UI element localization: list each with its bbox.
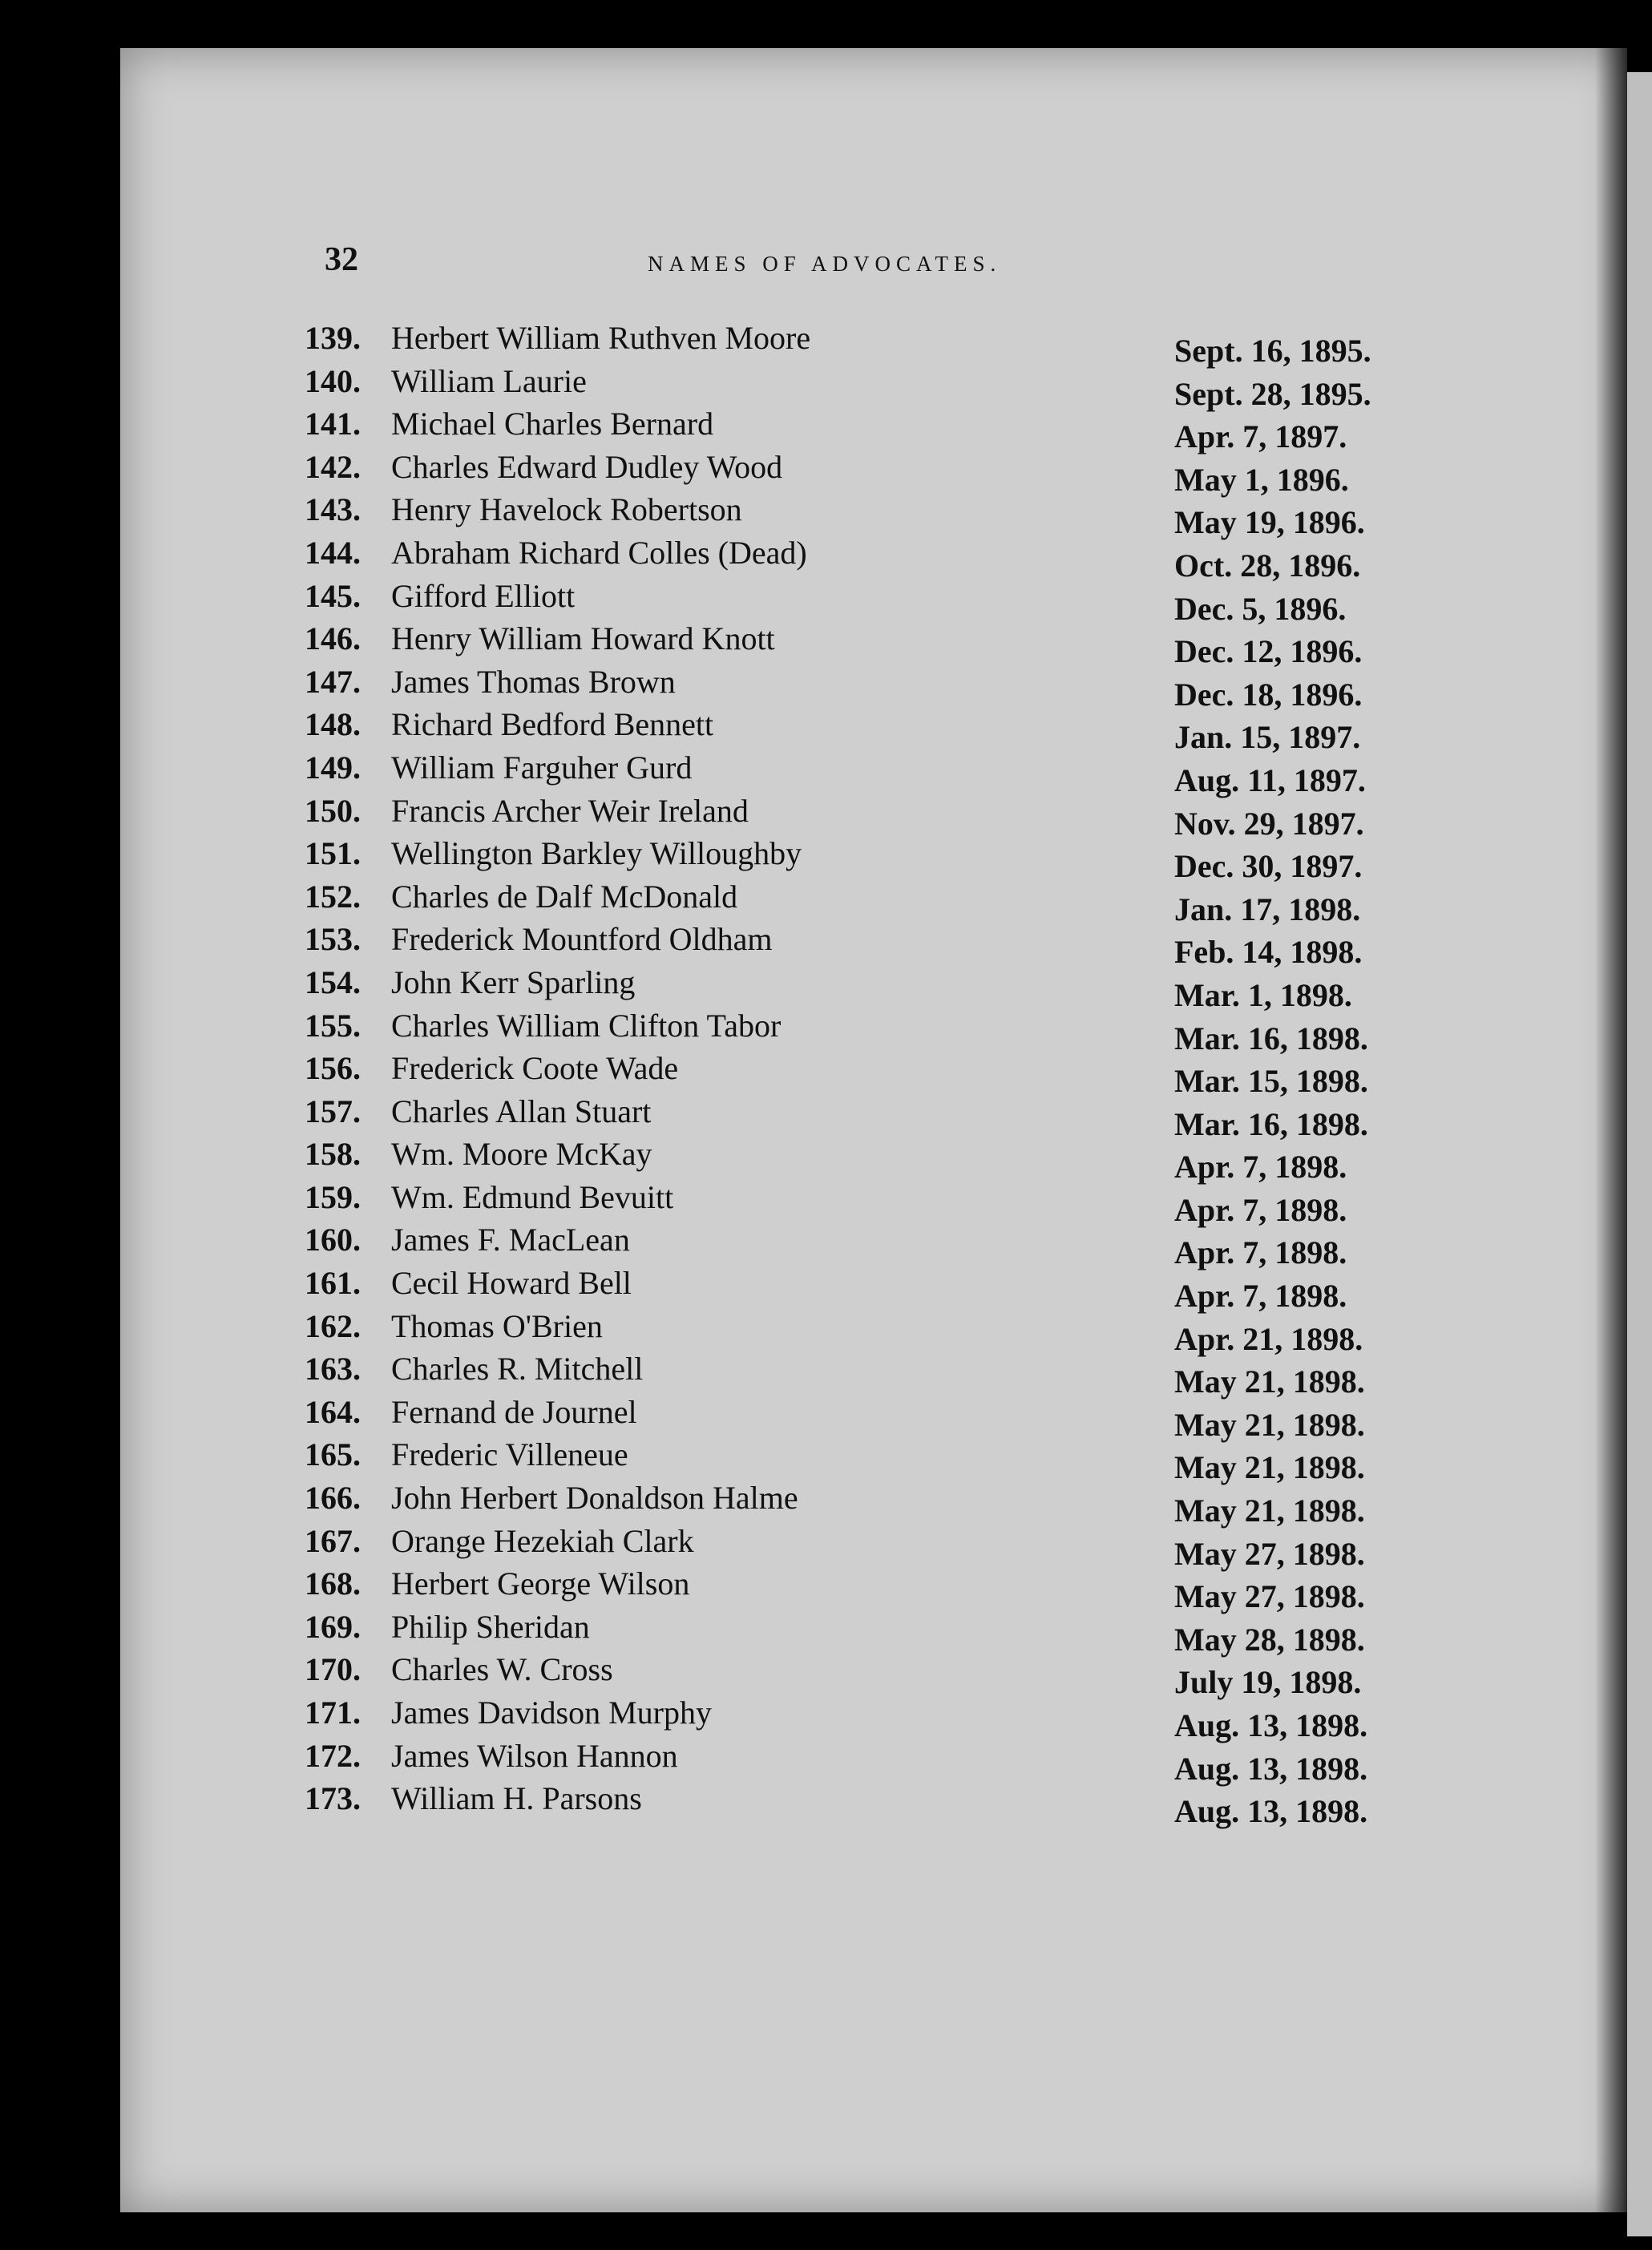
- list-item: [305, 1350, 1443, 1400]
- advocate-name: Henry William Howard Knott: [391, 620, 775, 657]
- list-item: [305, 663, 1443, 713]
- list-item: [305, 1737, 1443, 1787]
- list-item: [305, 1264, 1443, 1315]
- entry-number: 141.: [305, 406, 361, 442]
- entry-number: 160.: [305, 1222, 361, 1258]
- page-number: 32: [325, 241, 358, 278]
- entry-number: 161.: [305, 1265, 361, 1302]
- list-item: [305, 577, 1443, 627]
- admission-date: May 21, 1898.: [1174, 1406, 1365, 1443]
- entry-number: 149.: [305, 749, 361, 786]
- admission-date: Feb. 14, 1898.: [1174, 934, 1363, 971]
- list-item: [305, 878, 1443, 927]
- list-item: [305, 1135, 1443, 1186]
- entry-number: 150.: [305, 792, 361, 829]
- advocate-name: Charles Edward Dudley Wood: [391, 448, 783, 485]
- advocate-name: Charles William Clifton Tabor: [391, 1007, 782, 1044]
- entry-number: 154.: [305, 963, 361, 1000]
- entry-number: 166.: [305, 1480, 361, 1517]
- advocate-name: Charles W. Cross: [391, 1651, 613, 1688]
- advocate-name: Thomas O'Brien: [391, 1307, 603, 1344]
- entry-number: 139.: [305, 320, 361, 356]
- advocate-name: Charles de Dalf McDonald: [391, 878, 738, 915]
- advocate-name: William Laurie: [391, 362, 587, 399]
- advocate-name: John Kerr Sparling: [391, 963, 636, 1000]
- list-item: [305, 792, 1443, 842]
- list-item: [305, 1049, 1443, 1100]
- list-item: [305, 749, 1443, 798]
- list-item: [305, 534, 1443, 584]
- list-item: [305, 362, 1443, 412]
- entry-number: 142.: [305, 448, 361, 485]
- running-head: NAMES OF ADVOCATES.: [648, 252, 1002, 276]
- advocate-name: James F. MacLean: [391, 1222, 630, 1258]
- advocate-name: Wm. Moore McKay: [391, 1136, 652, 1173]
- admission-date: Dec. 18, 1896.: [1174, 676, 1363, 713]
- advocate-name: Orange Hezekiah Clark: [391, 1522, 694, 1559]
- advocate-name: Frederick Mountford Oldham: [391, 921, 773, 958]
- list-item: [305, 705, 1443, 756]
- admission-date: May 21, 1898.: [1174, 1493, 1365, 1529]
- admission-date: Aug. 13, 1898.: [1174, 1707, 1368, 1743]
- advocate-name: Frederick Coote Wade: [391, 1050, 679, 1087]
- list-item: [305, 448, 1443, 498]
- admission-date: Apr. 21, 1898.: [1174, 1320, 1363, 1357]
- entry-number: 165.: [305, 1436, 361, 1473]
- entry-number: 170.: [305, 1651, 361, 1688]
- entry-number: 156.: [305, 1050, 361, 1087]
- list-item: [305, 1393, 1443, 1443]
- entry-number: 159.: [305, 1178, 361, 1215]
- admission-date: May 21, 1898.: [1174, 1363, 1365, 1400]
- advocate-name: William Farguher Gurd: [391, 749, 693, 786]
- entry-number: 140.: [305, 362, 361, 399]
- admission-date: May 28, 1898.: [1174, 1621, 1365, 1658]
- entry-number: 155.: [305, 1007, 361, 1044]
- entry-number: 158.: [305, 1136, 361, 1173]
- admission-date: May 27, 1898.: [1174, 1535, 1365, 1572]
- admission-date: Oct. 28, 1896.: [1174, 547, 1361, 584]
- list-item: [305, 1608, 1443, 1658]
- admission-date: Mar. 1, 1898.: [1174, 976, 1352, 1013]
- list-item: [305, 1522, 1443, 1572]
- advocate-name: Wellington Barkley Willoughby: [391, 835, 802, 872]
- advocate-name: Cecil Howard Bell: [391, 1265, 632, 1302]
- entry-number: 171.: [305, 1695, 361, 1731]
- admission-date: Mar. 16, 1898.: [1174, 1105, 1368, 1142]
- list-item: [305, 834, 1443, 885]
- admission-date: Dec. 5, 1896.: [1174, 590, 1347, 627]
- advocates-list: [305, 319, 1443, 1830]
- advocate-name: Francis Archer Weir Ireland: [391, 792, 749, 829]
- admission-date: Aug. 11, 1897.: [1174, 761, 1366, 798]
- advocate-name: Henry Havelock Robertson: [391, 491, 742, 528]
- list-item: [305, 1650, 1443, 1701]
- entry-number: 145.: [305, 577, 361, 614]
- entry-number: 157.: [305, 1093, 361, 1129]
- advocate-name: Richard Bedford Bennett: [391, 706, 714, 743]
- admission-date: July 19, 1898.: [1174, 1664, 1362, 1701]
- admission-date: May 19, 1896.: [1174, 504, 1365, 541]
- advocate-name: Fernand de Journel: [391, 1393, 637, 1430]
- admission-date: Sept. 16, 1895.: [1174, 333, 1371, 369]
- entry-number: 173.: [305, 1780, 361, 1817]
- admission-date: Apr. 7, 1898.: [1174, 1191, 1347, 1228]
- advocate-name: Herbert William Ruthven Moore: [391, 320, 811, 356]
- list-item: [305, 319, 1443, 369]
- entry-number: 147.: [305, 663, 361, 700]
- list-item: [305, 1178, 1443, 1228]
- advocate-name: Michael Charles Bernard: [391, 406, 714, 442]
- entry-number: 164.: [305, 1393, 361, 1430]
- list-item: [305, 1007, 1443, 1056]
- advocate-name: Abraham Richard Colles (Dead): [391, 534, 807, 571]
- advocate-name: Herbert George Wilson: [391, 1565, 690, 1602]
- admission-date: Dec. 12, 1896.: [1174, 633, 1363, 670]
- list-item: [305, 491, 1443, 541]
- list-item: [305, 1694, 1443, 1743]
- admission-date: Nov. 29, 1897.: [1174, 805, 1364, 842]
- admission-date: Mar. 15, 1898.: [1174, 1063, 1368, 1100]
- admission-date: Apr. 7, 1898.: [1174, 1278, 1347, 1315]
- list-item: [305, 1479, 1443, 1529]
- admission-date: Apr. 7, 1898.: [1174, 1234, 1347, 1271]
- entry-number: 168.: [305, 1565, 361, 1602]
- entry-number: 153.: [305, 921, 361, 958]
- list-item: [305, 620, 1443, 670]
- entry-number: 143.: [305, 491, 361, 528]
- list-item: [305, 1221, 1443, 1271]
- advocate-name: James Davidson Murphy: [391, 1695, 712, 1731]
- admission-date: Sept. 28, 1895.: [1174, 375, 1371, 412]
- admission-date: Mar. 16, 1898.: [1174, 1020, 1368, 1056]
- adjacent-page-edge: [1627, 72, 1652, 2236]
- admission-date: Apr. 7, 1898.: [1174, 1149, 1347, 1186]
- admission-date: Aug. 13, 1898.: [1174, 1750, 1368, 1787]
- advocate-name: Philip Sheridan: [391, 1608, 590, 1645]
- list-item: [305, 963, 1443, 1013]
- admission-date: May 21, 1898.: [1174, 1449, 1365, 1486]
- advocate-name: John Herbert Donaldson Halme: [391, 1480, 798, 1517]
- admission-date: Aug. 13, 1898.: [1174, 1793, 1368, 1830]
- advocate-name: Charles R. Mitchell: [391, 1351, 644, 1388]
- admission-date: Jan. 15, 1897.: [1174, 719, 1361, 756]
- advocate-name: Charles Allan Stuart: [391, 1093, 652, 1129]
- list-item: [305, 405, 1443, 455]
- entry-number: 146.: [305, 620, 361, 657]
- advocate-name: Frederic Villeneue: [391, 1436, 628, 1473]
- admission-date: May 27, 1898.: [1174, 1578, 1365, 1615]
- advocate-name: Wm. Edmund Bevuitt: [391, 1178, 674, 1215]
- list-item: [305, 1565, 1443, 1615]
- entry-number: 167.: [305, 1522, 361, 1559]
- admission-date: Apr. 7, 1897.: [1174, 418, 1347, 455]
- entry-number: 162.: [305, 1307, 361, 1344]
- list-item: [305, 1779, 1443, 1830]
- entry-number: 144.: [305, 534, 361, 571]
- admission-date: Dec. 30, 1897.: [1174, 848, 1363, 885]
- admission-date: May 1, 1896.: [1174, 461, 1349, 498]
- entry-number: 151.: [305, 835, 361, 872]
- advocate-name: Gifford Elliott: [391, 577, 576, 614]
- entry-number: 172.: [305, 1737, 361, 1774]
- advocate-name: James Thomas Brown: [391, 663, 676, 700]
- advocate-name: William H. Parsons: [391, 1780, 642, 1817]
- list-item: [305, 1093, 1443, 1142]
- admission-date: Jan. 17, 1898.: [1174, 891, 1361, 927]
- list-item: [305, 1436, 1443, 1486]
- advocate-name: James Wilson Hannon: [391, 1737, 678, 1774]
- entry-number: 163.: [305, 1351, 361, 1388]
- list-item: [305, 920, 1443, 971]
- entry-number: 169.: [305, 1608, 361, 1645]
- list-item: [305, 1307, 1443, 1357]
- entry-number: 152.: [305, 878, 361, 915]
- entry-number: 148.: [305, 706, 361, 743]
